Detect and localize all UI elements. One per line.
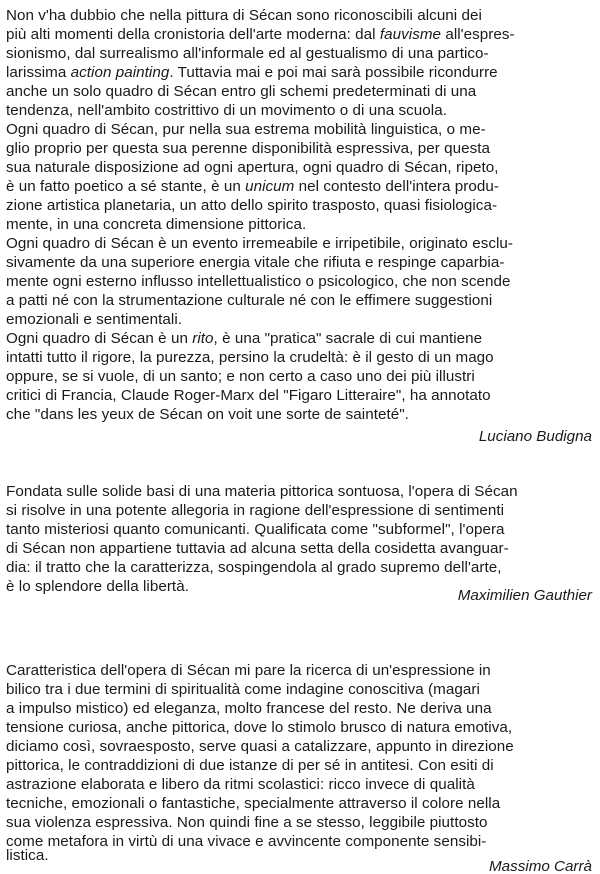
text-line: Ogni quadro di Sécan è un evento irremeabile e irripetibile, originato esclu- [6,235,514,252]
text-line: a patti né con la strumentazione culturale né con le effimere suggestioni [6,292,493,309]
text-line: Fondata sulle solide basi di una materia pittorica sontuosa, l'opera di Sécan [6,483,518,500]
text-line: che "dans les yeux de Sécan on voit une sorte de sainteté". [6,406,409,423]
text-line: intatti tutto il rigore, la purezza, persino la crudeltà: è il gesto di un mago [6,349,494,366]
text-line: tanto misteriosi quanto comunicanti. Qualificata come "subformel", l'opera [6,521,505,538]
author-signature: Luciano Budigna [478,428,592,445]
text-line: Caratteristica dell'opera di Sécan mi pare la ricerca di un'espressione in [6,662,491,679]
text-line: pittorica, le contraddizioni di due istanze di per sé in antitesi. Con esiti di [6,757,494,774]
text-line: Non v'ha dubbio che nella pittura di Sécan sono riconoscibili alcuni dei [6,7,482,24]
text-line: emozionali e sentimentali. [6,311,183,328]
text-line: larissima action painting. Tuttavia mai e poi mai sarà possibile ricondurre [6,64,498,81]
text-line: di Sécan non appartiene tuttavia ad alcuna setta della cosidetta avanguar- [6,540,509,557]
text-line: sua naturale disposizione ad ogni apertura, ogni quadro di Sécan, ripeto, [6,159,499,176]
text-line: diciamo così, sovraesposto, serve quasi a catalizzare, appunto in direzione [6,738,514,755]
text-line: anche un solo quadro di Sécan entro gli schemi predeterminati di una [6,83,477,100]
text-line: dia: il tratto che la caratterizza, sospingendola al grado supremo dell'arte, [6,559,502,576]
text-line: tendenza, nell'ambito costrittivo di un movimento o di una scuola. [6,102,447,119]
author-signature: Maximilien Gauthier [457,587,592,604]
text-line: si risolve in una potente allegoria in ragione dell'espressione di sentimenti [6,502,505,519]
text-line: astrazione elaborata e libero da ritmi scolastici: ricco invece di qualità [6,776,475,793]
text-line: Ogni quadro di Sécan è un rito, è una "pratica" sacrale di cui mantiene [6,330,483,347]
text-line: critici di Francia, Claude Roger-Marx del "Figaro Litteraire", ha annotato [6,387,491,404]
text-line: tensione curiosa, anche pittorica, dove lo stimolo brusco di natura emotiva, [6,719,513,736]
text-line: oppure, se si vuole, di un santo; e non certo a caso uno dei più illustri [6,368,475,385]
text-line: listica. [6,847,49,864]
text-line: Ogni quadro di Sécan, pur nella sua estrema mobilità linguistica, o me- [6,121,486,138]
text-line: a impulso mistico) ed eleganza, molto francese del resto. Ne deriva una [6,700,492,717]
text-line: sua violenza espressiva. Non quindi fine a se stesso, leggibile piuttosto [6,814,488,831]
text-line: bilico tra i due termini di spiritualità come indagine conoscitiva (magari [6,681,480,698]
text-line: più alti momenti della cronistoria dell'arte moderna: dal fauvisme all'espres- [6,26,515,43]
text-line: è lo splendore della libertà. [6,578,189,595]
author-signature: Massimo Carrà [489,858,592,874]
text-line: come metafora in virtù di una vivace e avvincente componente sensibi- [6,833,487,850]
text-line: mente, in una concreta dimensione pittorica. [6,216,307,233]
text-line: sivamente da una superiore energia vitale che rifiuta e respinge caparbia- [6,254,505,271]
text-line: tecniche, emozionali o fantastiche, specialmente attraverso il colore nella [6,795,501,812]
text-line: glio proprio per questa sua perenne disponibilità espressiva, per questa [6,140,490,157]
text-line: zione artistica planetaria, un atto dello spirito trasposto, quasi fisiologica- [6,197,498,214]
text-line: è un fatto poetico a sé stante, è un unicum nel contesto dell'intera produ- [6,178,499,195]
text-line: mente ogni esterno influsso intellettualistico o psicologico, che non scende [6,273,511,290]
text-line: sionismo, dal surrealismo all'informale ed al gestualismo di una partico- [6,45,489,62]
